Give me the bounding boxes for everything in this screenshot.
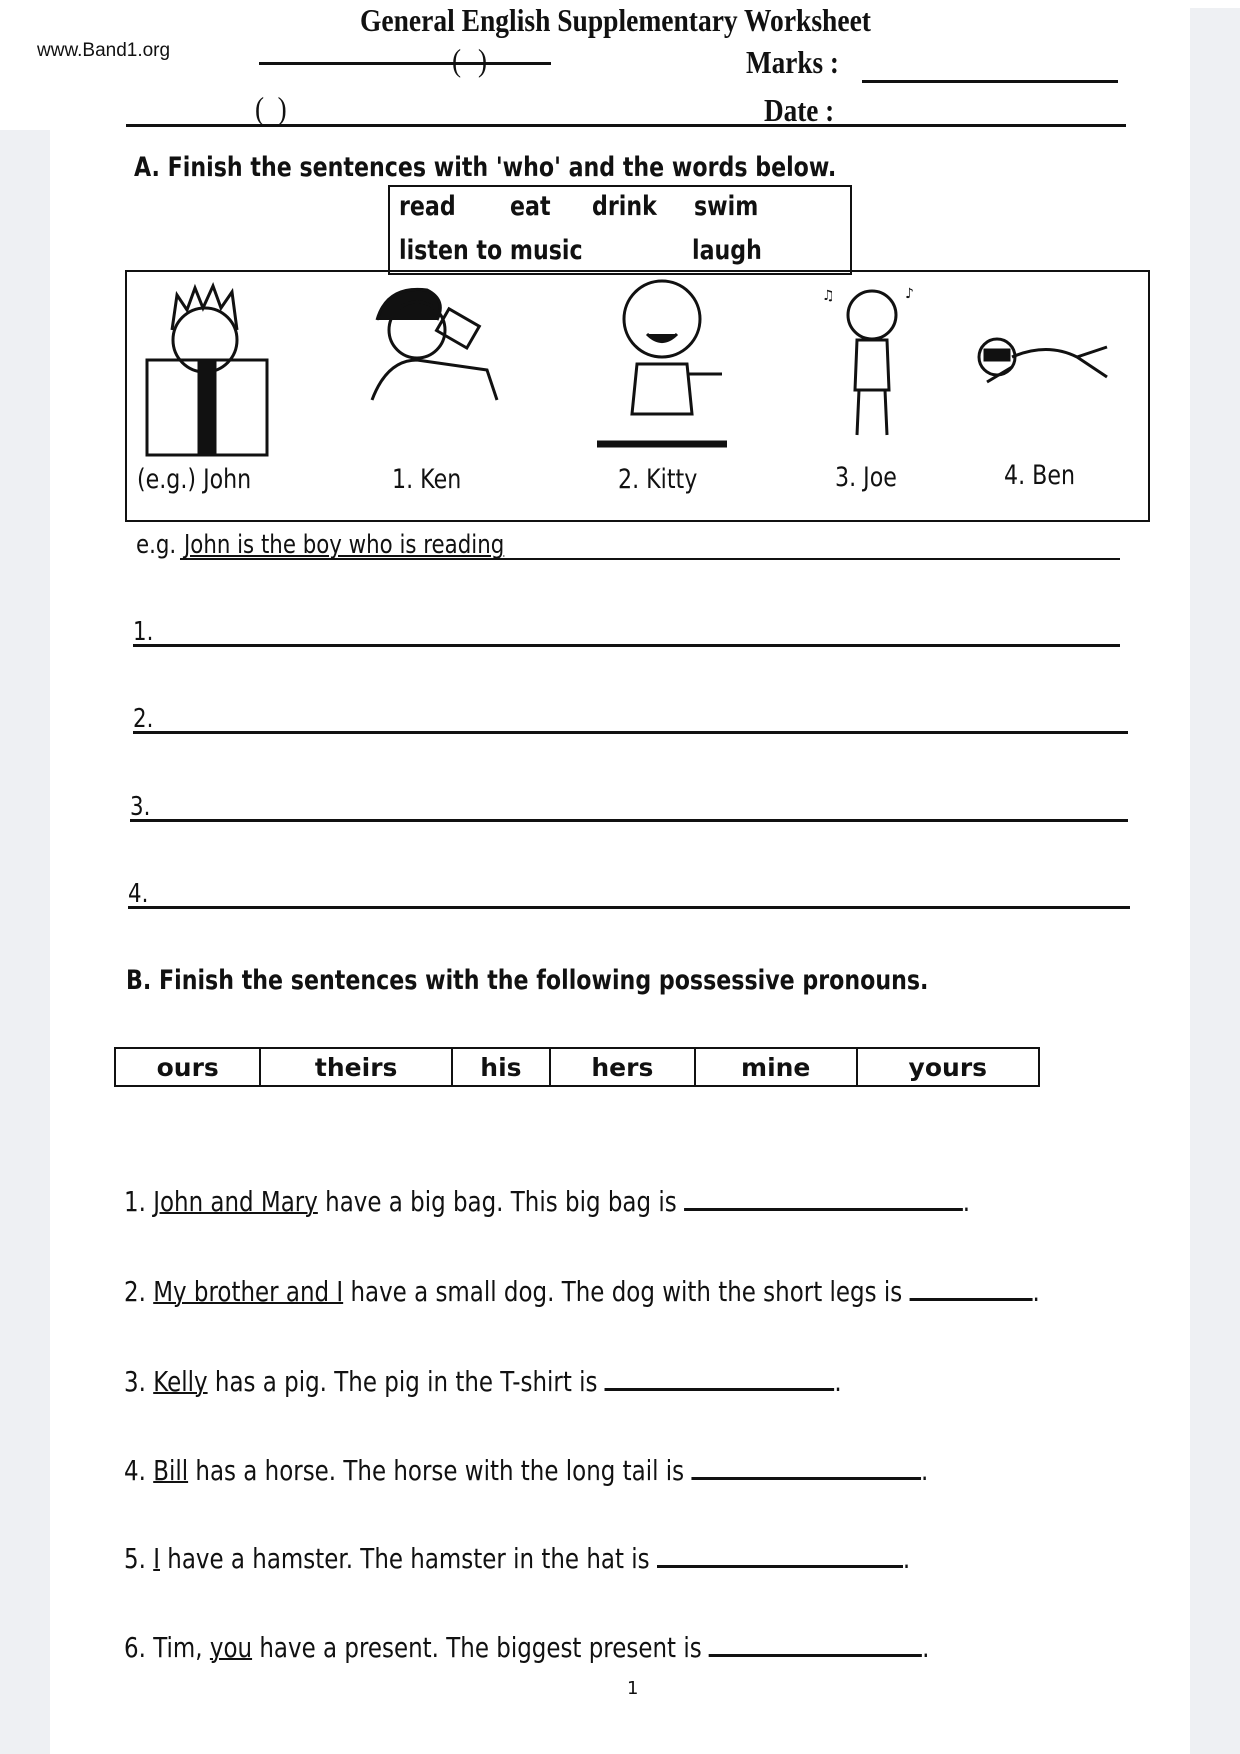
sentence-3: [124, 1365, 842, 1398]
date-label: Date :: [764, 92, 835, 128]
sentence-subject: Bill: [153, 1454, 189, 1487]
answer-line-4[interactable]: [128, 906, 1130, 909]
picture-label-ken: 1. Ken: [392, 464, 462, 495]
answer-line-1[interactable]: [133, 644, 1120, 647]
worksheet-title: General English Supplementary Worksheet: [360, 2, 871, 38]
pronoun-theirs: theirs: [260, 1048, 451, 1086]
picture-label-john: (e.g.) John: [137, 464, 252, 495]
page-margin-left: [0, 130, 50, 1754]
word-laugh: laugh: [692, 235, 762, 266]
section-b-heading: B. Finish the sentences with the following possessive pronouns.: [126, 965, 929, 996]
sentence-number: 5.: [124, 1542, 146, 1575]
boy-listening-music-icon: [817, 280, 927, 440]
marks-field[interactable]: [862, 80, 1118, 83]
answer-blank-2[interactable]: [909, 1276, 1032, 1301]
sentence-number: 4.: [124, 1454, 146, 1487]
svg-text:♪: ♪: [905, 286, 914, 302]
marks-label: Marks :: [746, 44, 839, 80]
picture-label-kitty: 2. Kitty: [618, 464, 698, 495]
example-prefix: e.g.: [136, 530, 177, 560]
sentence-text: has a horse. The horse with the long tail is: [188, 1454, 685, 1487]
period: .: [962, 1185, 971, 1218]
sentence-1: [124, 1185, 970, 1218]
sentence-subject: I: [153, 1542, 160, 1575]
example-answer: John is the boy who is reading: [184, 530, 505, 560]
sentence-text: have a small dog. The dog with the short legs is: [343, 1275, 903, 1308]
answer-number-4: 4.: [128, 879, 149, 909]
sentence-6: [124, 1631, 929, 1664]
period: .: [1032, 1275, 1040, 1308]
answer-number-2: 2.: [133, 704, 154, 734]
answer-blank-3[interactable]: [605, 1366, 835, 1391]
answer-blank-4[interactable]: [691, 1455, 921, 1480]
page-margin-right: [1190, 8, 1240, 1754]
sentence-text: have a big bag. This big bag is: [317, 1185, 677, 1218]
word-drink: drink: [592, 191, 657, 222]
sentence-subject: John and Mary: [153, 1185, 318, 1218]
svg-text:♫: ♫: [822, 288, 835, 304]
picture-label-joe: 3. Joe: [835, 462, 897, 493]
word-swim: swim: [694, 191, 759, 222]
pronoun-table: [114, 1047, 1040, 1087]
sentence-text: has a pig. The pig in the T-shirt is: [207, 1365, 598, 1398]
boy-drinking-icon: [357, 280, 517, 410]
example-line: [180, 558, 1120, 560]
answer-number-3: 3.: [130, 792, 151, 822]
sentence-5: [124, 1542, 910, 1575]
name-class-paren: ( ): [452, 42, 493, 78]
answer-blank-5[interactable]: [657, 1543, 903, 1568]
answer-blank-6[interactable]: [709, 1632, 922, 1657]
sentence-number: 3.: [124, 1365, 146, 1398]
watermark-url: www.Band1.org: [37, 40, 171, 61]
picture-box: [125, 270, 1150, 522]
word-eat: eat: [510, 191, 551, 222]
boy-reading-icon: [137, 280, 277, 460]
pronoun-ours: ours: [115, 1048, 260, 1086]
sentence-text: have a present. The biggest present is: [252, 1631, 702, 1664]
pronoun-yours: yours: [857, 1048, 1039, 1086]
sentence-number: 2.: [124, 1275, 146, 1308]
answer-number-1: 1.: [133, 617, 154, 647]
period: .: [922, 1631, 930, 1664]
pronoun-hers: hers: [550, 1048, 695, 1086]
period: .: [902, 1542, 911, 1575]
sentence-subject: Kelly: [153, 1365, 208, 1398]
period: .: [834, 1365, 842, 1398]
class-number-paren: ( ): [255, 90, 291, 126]
sentence-prefix: Tim,: [153, 1631, 210, 1664]
answer-line-3[interactable]: [130, 819, 1128, 822]
sentence-number: 1.: [124, 1185, 146, 1218]
pronoun-his: his: [452, 1048, 550, 1086]
picture-label-ben: 4. Ben: [1004, 460, 1076, 491]
sentence-4: [124, 1454, 928, 1487]
sentence-subject: My brother and I: [153, 1275, 344, 1308]
header-line: [126, 124, 1126, 127]
name-line: [259, 62, 551, 65]
sentence-subject: you: [209, 1631, 253, 1664]
sentence-text: have a hamster. The hamster in the hat is: [159, 1542, 650, 1575]
section-a-heading: A. Finish the sentences with 'who' and the words below.: [134, 152, 837, 183]
period: .: [921, 1454, 929, 1487]
page-number: 1: [627, 1678, 639, 1699]
word-read: read: [399, 191, 456, 222]
word-listen-to-music: listen to music: [399, 235, 583, 266]
answer-line-2[interactable]: [133, 731, 1128, 734]
sentence-2: [124, 1275, 1040, 1308]
pronoun-mine: mine: [695, 1048, 857, 1086]
answer-blank-1[interactable]: [684, 1186, 963, 1211]
word-bank: [388, 185, 852, 275]
sentence-number: 6.: [124, 1631, 146, 1664]
girl-laughing-icon: [597, 274, 727, 454]
boy-swimming-icon: [967, 322, 1117, 402]
